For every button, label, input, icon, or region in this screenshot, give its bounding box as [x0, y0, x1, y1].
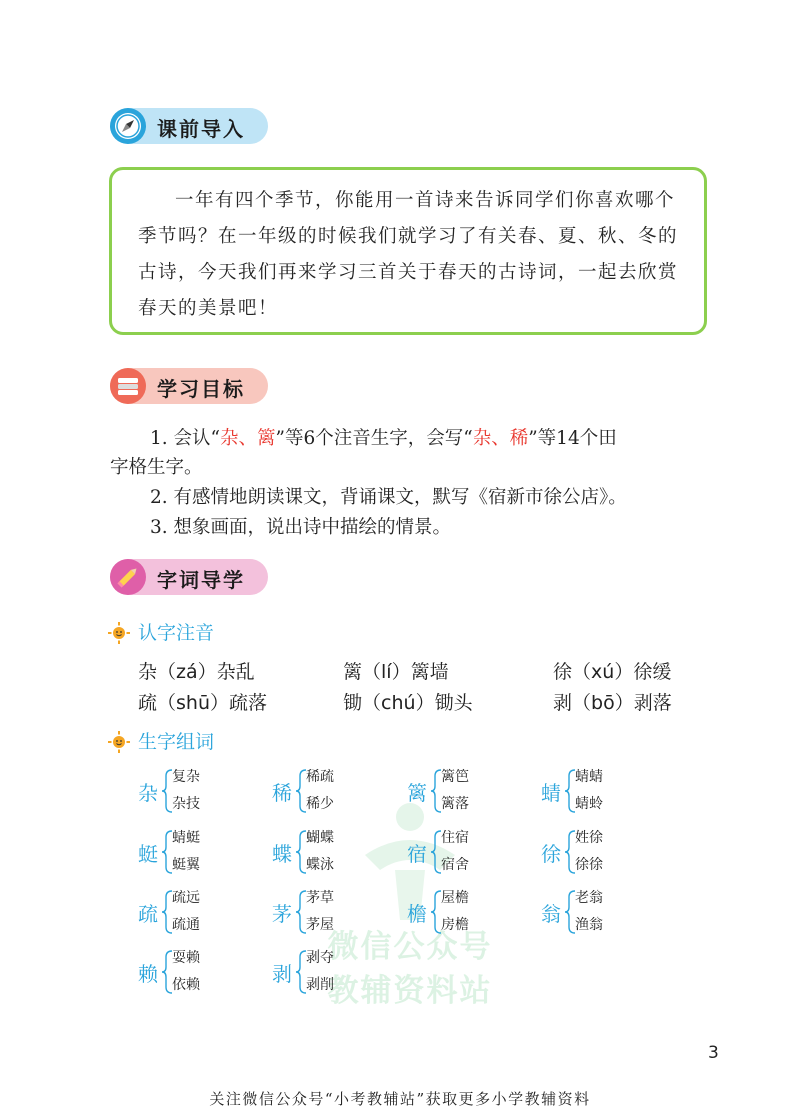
section-title-words: 字词导学 [157, 568, 245, 592]
intro-box [109, 167, 707, 335]
section-header-intro [110, 108, 268, 144]
word-group [407, 885, 537, 941]
group-char: 篱 [407, 781, 427, 805]
group-char: 宿 [407, 842, 427, 866]
group-char: 檐 [407, 902, 427, 926]
group-word: 蝶泳 [306, 857, 334, 873]
group-word: 稀疏 [306, 769, 334, 785]
group-word: 蜻蛉 [575, 796, 603, 812]
pinyin-item: 疏（shū）疏落 [138, 692, 268, 714]
group-word: 蝴蝶 [306, 830, 334, 846]
group-word: 疏通 [172, 917, 200, 933]
group-word: 耍赖 [172, 950, 200, 966]
group-char: 蜓 [138, 842, 158, 866]
group-char: 剥 [272, 962, 292, 986]
group-word: 蜓翼 [172, 857, 200, 873]
group-char: 疏 [138, 902, 158, 926]
group-word: 蜻蜓 [172, 830, 200, 846]
word-group [541, 885, 671, 941]
word-group [138, 825, 268, 881]
group-char: 徐 [541, 842, 561, 866]
group-word: 剥夺 [306, 950, 334, 966]
goal-1-continued: 字格生字。 [110, 457, 203, 478]
group-char: 茅 [272, 902, 292, 926]
sun-icon [108, 622, 130, 644]
goal-2: 2. 有感情地朗读课文，背诵课文，默写《宿新市徐公店》。 [150, 487, 627, 508]
section-header-goals [110, 368, 268, 404]
group-word: 渔翁 [575, 917, 603, 933]
group-word: 住宿 [441, 830, 469, 846]
group-word: 宿舍 [441, 857, 469, 873]
word-group [272, 945, 402, 1001]
word-group [541, 825, 671, 881]
group-char: 杂 [138, 781, 158, 805]
group-word: 依赖 [172, 977, 200, 993]
page-number: 3 [708, 1043, 719, 1063]
word-group [541, 764, 671, 820]
pinyin-item: 徐（xú）徐缓 [553, 661, 672, 683]
pinyin-item: 锄（chú）锄头 [343, 692, 473, 714]
watermark: 微信公众号 教辅资料站 [327, 929, 493, 1009]
group-word: 篱笆 [441, 769, 469, 785]
section-header-words [110, 559, 268, 595]
books-icon [110, 368, 146, 404]
group-word: 老翁 [575, 890, 603, 906]
group-word: 疏远 [172, 890, 200, 906]
goal-1: 1. 会认“杂、篱”等6个注音生字，会写“杂、稀”等14个田 [150, 428, 617, 449]
word-group [407, 825, 537, 881]
footer: 关注微信公众号“小考教辅站”获取更多小学教辅资料 [209, 1090, 591, 1108]
group-char: 赖 [138, 962, 158, 986]
group-char: 蜻 [541, 781, 561, 805]
pinyin-item: 篱（lí）篱墙 [343, 661, 449, 683]
group-word: 篱落 [441, 796, 469, 812]
section-title-intro: 课前导入 [157, 117, 245, 141]
group-word: 茅屋 [306, 917, 334, 933]
goal-3: 3. 想象画面，说出诗中描绘的情景。 [150, 517, 452, 538]
word-group [138, 945, 268, 1001]
sun-icon [108, 731, 130, 753]
group-word: 屋檐 [441, 890, 469, 906]
group-char: 翁 [541, 902, 561, 926]
pinyin-item: 剥（bō）剥落 [553, 692, 672, 714]
group-word: 姓徐 [575, 830, 603, 846]
group-word: 稀少 [306, 796, 334, 812]
word-group [272, 764, 402, 820]
word-group [272, 825, 402, 881]
group-word: 蜻蜻 [575, 769, 603, 785]
word-group [272, 885, 402, 941]
word-group [138, 764, 268, 820]
word-group [407, 764, 537, 820]
group-word: 复杂 [172, 769, 200, 785]
section-title-goals: 学习目标 [157, 377, 245, 401]
group-char: 蝶 [272, 842, 292, 866]
group-word: 剥削 [306, 977, 334, 993]
intro-text: 一年有四个季节，你能用一首诗来告诉同学们你喜欢哪个季节吗？在一年级的时候我们就学习了有关春、夏、秋、冬的古诗，今天我们再来学习三首关于春天的古诗词，一起去欣赏春天的美景吧！ [138, 190, 679, 319]
group-word: 房檐 [441, 917, 469, 933]
group-word: 徐徐 [575, 857, 603, 873]
pencil-icon [110, 559, 146, 595]
group-word: 茅草 [306, 890, 334, 906]
word-group [138, 885, 268, 941]
pinyin-item: 杂（zá）杂乱 [138, 661, 255, 683]
group-word: 杂技 [172, 796, 200, 812]
group-char: 稀 [272, 781, 292, 805]
compass-icon [110, 108, 146, 144]
